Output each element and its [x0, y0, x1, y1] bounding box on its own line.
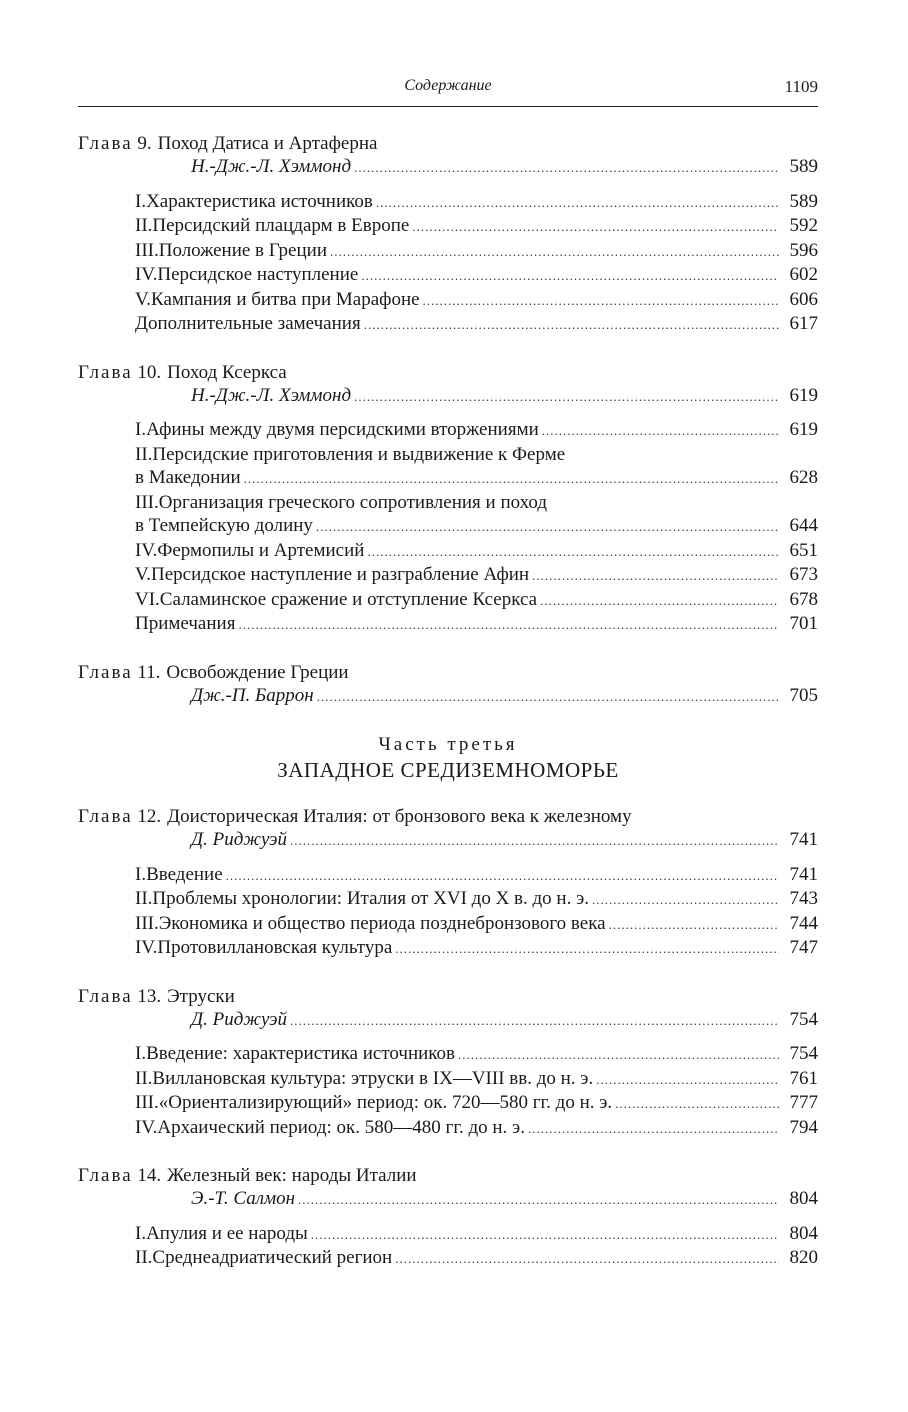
- author-name: Н.-Дж.-Л. Хэммонд: [191, 156, 352, 177]
- entry-page: 761: [789, 1067, 818, 1089]
- chapter-number: 12.: [137, 806, 162, 827]
- chapter-heading: [78, 361, 818, 384]
- leader-dots: [395, 1247, 779, 1271]
- chapter-author-line: [78, 155, 818, 180]
- entry-title: VI.Саламинское сражение и отступление Ксеркса: [135, 588, 538, 610]
- leader-dots: [532, 564, 779, 588]
- entry-page: 602: [789, 264, 818, 285]
- entry-title-continued: в Темпейскую долину: [135, 515, 313, 536]
- chapter-number: 11.: [137, 661, 161, 683]
- leader-dots: [244, 467, 779, 491]
- toc-entry: [78, 263, 818, 288]
- chapter-number: 13.: [137, 985, 162, 1007]
- part-title: ЗАПАДНОЕ СРЕДИЗЕМНОМОРЬЕ: [277, 758, 619, 782]
- author-page: 741: [789, 829, 818, 850]
- entry-page: 701: [789, 613, 818, 634]
- leader-dots: [376, 191, 779, 215]
- toc-entry: [78, 288, 818, 313]
- toc-entry: [78, 912, 818, 937]
- toc-entry: [78, 936, 818, 961]
- entry-title: II.Проблемы хронологии: Италия от XVI до X в. до н. э.: [135, 888, 589, 909]
- entry-title: I.Введение: характеристика источников: [135, 1043, 456, 1064]
- entry-title: IV.Протовиллановская культура: [135, 937, 393, 958]
- entry-page: 596: [789, 239, 818, 261]
- entry-title: III.«Ориентализирующий» период: ок. 720—580 гг. до н. э.: [135, 1092, 613, 1113]
- toc-entry: [78, 1222, 818, 1247]
- entry-title-first-line: III.Организация греческого сопротивления и поход: [135, 491, 548, 513]
- entry-page: 617: [789, 313, 818, 334]
- entry-title: II.Виллановская культура: этруски в IX—VIII вв. до н. э.: [135, 1067, 594, 1089]
- leader-dots: [354, 385, 779, 409]
- toc-entry: [78, 612, 818, 637]
- chapter-title: Освобождение Греции: [166, 661, 349, 683]
- chapter-number: 9.: [137, 133, 152, 154]
- chapter-label: Глава: [78, 361, 133, 383]
- leader-dots: [354, 156, 779, 180]
- toc-entry: [78, 863, 818, 888]
- toc-entry: [78, 514, 818, 539]
- leader-dots: [596, 1068, 779, 1092]
- entry-page: 589: [789, 190, 818, 212]
- entry-title: II.Среднеадриатический регион: [135, 1247, 393, 1268]
- page-number: 1109: [784, 77, 818, 96]
- toc-entry: [78, 588, 818, 613]
- author-page: 619: [789, 384, 818, 406]
- toc-entry: [78, 239, 818, 264]
- author-page: 589: [789, 156, 818, 177]
- entry-page: 804: [789, 1222, 818, 1244]
- author-page: 705: [789, 684, 818, 706]
- entry-title: II.Персидский плацдарм в Европе: [135, 215, 410, 236]
- leader-dots: [361, 264, 779, 288]
- chapter-9: [78, 132, 818, 337]
- toc-entry: [78, 539, 818, 564]
- leader-dots: [412, 215, 779, 239]
- entry-page: 644: [789, 515, 818, 536]
- entry-title: V.Персидское наступление и разграбление Афин: [135, 564, 530, 585]
- leader-dots: [540, 589, 779, 613]
- entry-title: I.Характеристика источников: [135, 190, 373, 212]
- entry-page: 820: [789, 1247, 818, 1268]
- leader-dots: [609, 913, 779, 937]
- leader-dots: [395, 937, 779, 961]
- chapter-author-line: [78, 684, 818, 709]
- entry-page: 754: [789, 1043, 818, 1064]
- entry-page: 678: [789, 588, 818, 610]
- leader-dots: [528, 1117, 779, 1141]
- leader-dots: [367, 540, 779, 564]
- leader-dots: [364, 313, 779, 337]
- leader-dots: [542, 419, 779, 443]
- leader-dots: [290, 1009, 779, 1033]
- author-page: 754: [789, 1008, 818, 1030]
- entry-page: 628: [789, 467, 818, 488]
- author-name: Э.-Т. Салмон: [191, 1188, 296, 1209]
- leader-dots: [615, 1092, 779, 1116]
- toc-entry: [78, 190, 818, 215]
- running-header: [78, 74, 818, 107]
- entry-page: 744: [789, 912, 818, 934]
- author-name: Н.-Дж.-Л. Хэммонд: [191, 384, 352, 406]
- chapter-heading: [78, 661, 818, 684]
- toc-entry: [78, 418, 818, 443]
- entry-title: I.Введение: [135, 863, 223, 885]
- author-name: Дж.-П. Баррон: [191, 684, 314, 706]
- toc-entry: [78, 1091, 818, 1116]
- leader-dots: [311, 1223, 779, 1247]
- chapter-12: [78, 805, 818, 961]
- part-heading: [78, 732, 818, 783]
- entry-title: I.Афины между двумя персидскими вторжениями: [135, 419, 539, 440]
- leader-dots: [423, 289, 779, 313]
- toc-entry: [78, 887, 818, 912]
- leader-dots: [226, 864, 779, 888]
- entry-title-first-line: II.Персидские приготовления и выдвижение к Ферме: [135, 443, 566, 465]
- chapter-author-line: [78, 1008, 818, 1033]
- entry-page: 619: [789, 419, 818, 440]
- chapter-label: Глава: [78, 661, 133, 683]
- chapter-title: Поход Датиса и Артаферна: [157, 133, 378, 154]
- chapter-10: [78, 361, 818, 637]
- chapter-heading: [78, 1164, 818, 1187]
- entry-page: 777: [789, 1092, 818, 1113]
- chapter-title: Железный век: народы Италии: [167, 1165, 417, 1186]
- entry-page: 743: [789, 888, 818, 909]
- chapter-author-line: [78, 384, 818, 409]
- author-page: 804: [789, 1188, 818, 1209]
- toc-entry: [78, 214, 818, 239]
- leader-dots: [317, 685, 779, 709]
- toc-entry: [78, 312, 818, 337]
- part-number: Часть третья: [378, 734, 518, 755]
- chapter-number: 14.: [137, 1165, 162, 1186]
- entry-title: V.Кампания и битва при Марафоне: [135, 288, 420, 310]
- chapter-11: [78, 661, 818, 709]
- entry-title: Примечания: [135, 613, 236, 634]
- chapter-heading: [78, 985, 818, 1008]
- entry-title: IV.Фермопилы и Артемисий: [135, 539, 365, 561]
- chapter-13: [78, 985, 818, 1141]
- running-title: Содержание: [404, 77, 492, 94]
- entry-title: III.Положение в Греции: [135, 239, 327, 261]
- entry-page: 741: [789, 863, 818, 885]
- leader-dots: [290, 829, 779, 853]
- table-of-contents: [78, 132, 818, 1295]
- entry-page: 794: [789, 1116, 818, 1138]
- chapter-heading: [78, 805, 818, 828]
- leader-dots: [298, 1188, 779, 1212]
- toc-entry: [78, 1042, 818, 1067]
- entry-title: IV.Архаический период: ок. 580—480 гг. до н. э.: [135, 1116, 525, 1138]
- toc-entry: [78, 563, 818, 588]
- entry-title: IV.Персидское наступление: [135, 264, 359, 285]
- author-name: Д. Риджуэй: [191, 1008, 288, 1030]
- toc-entry: [78, 1246, 818, 1271]
- entry-title-continued: в Македонии: [135, 467, 241, 488]
- entry-page: 606: [789, 288, 818, 310]
- entry-page: 673: [789, 564, 818, 585]
- leader-dots: [592, 888, 779, 912]
- leader-dots: [316, 515, 779, 539]
- toc-entry: [78, 466, 818, 491]
- author-name: Д. Риджуэй: [191, 829, 288, 850]
- leader-dots: [458, 1043, 779, 1067]
- chapter-label: Глава: [78, 806, 133, 827]
- leader-dots: [238, 613, 779, 637]
- chapter-title: Этруски: [167, 985, 235, 1007]
- toc-entry: [78, 1116, 818, 1141]
- chapter-heading: [78, 132, 818, 155]
- chapter-author-line: [78, 1187, 818, 1212]
- chapter-label: Глава: [78, 1165, 133, 1186]
- chapter-14: [78, 1164, 818, 1271]
- entry-title: Дополнительные замечания: [135, 313, 361, 334]
- chapter-author-line: [78, 828, 818, 853]
- chapter-label: Глава: [78, 133, 133, 154]
- chapter-label: Глава: [78, 985, 133, 1007]
- toc-entry: [78, 1067, 818, 1092]
- chapter-title: Доисторическая Италия: от бронзового века к железному: [167, 806, 632, 827]
- leader-dots: [330, 240, 779, 264]
- entry-page: 651: [789, 539, 818, 561]
- entry-title: I.Апулия и ее народы: [135, 1222, 308, 1244]
- entry-page: 592: [789, 215, 818, 236]
- chapter-title: Поход Ксеркса: [167, 361, 287, 383]
- chapter-number: 10.: [137, 361, 162, 383]
- entry-page: 747: [789, 937, 818, 958]
- entry-title: III.Экономика и общество периода позднебронзового века: [135, 912, 606, 934]
